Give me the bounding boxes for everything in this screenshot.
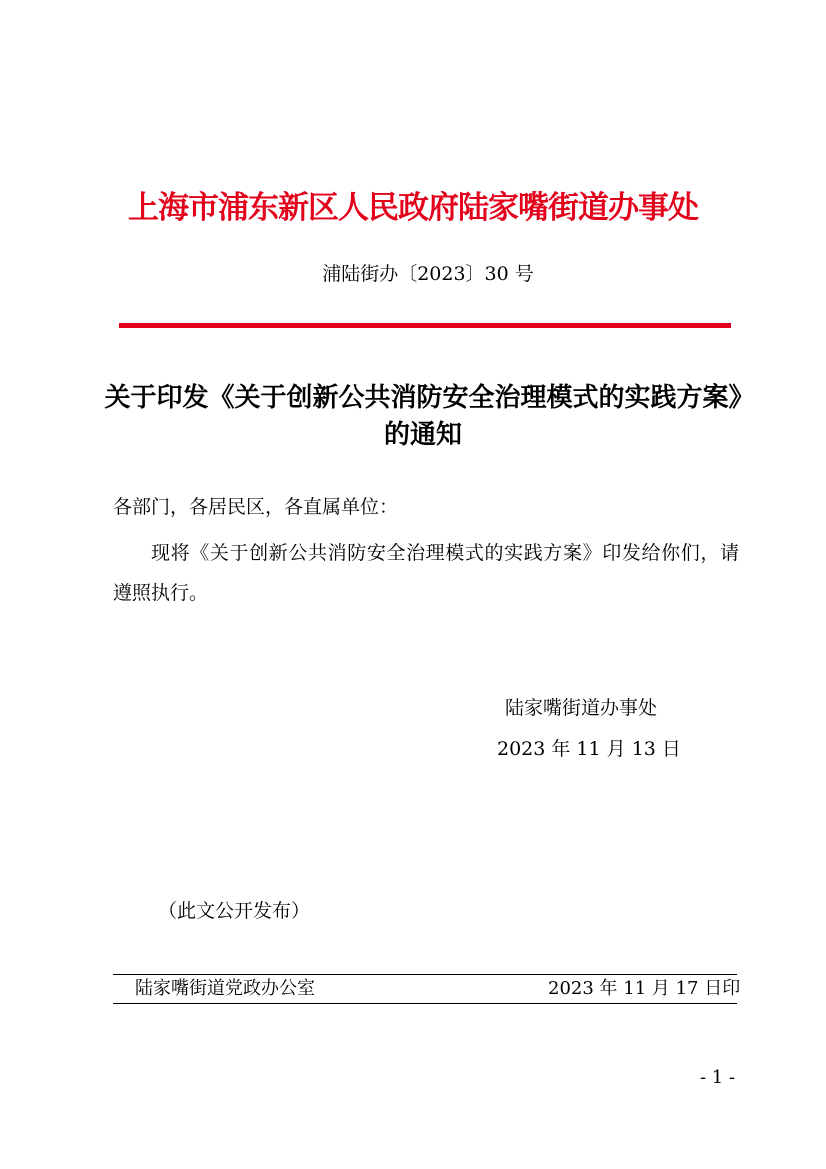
document-number: 浦陆街办〔2023〕30 号 (322, 263, 534, 285)
signature-date: 2023 年 11 月 13 日 (497, 738, 681, 760)
signer: 陆家嘴街道办事处 (505, 697, 658, 719)
footer-print-date: 2023 年 11 月 17 日印 (548, 978, 741, 999)
recipients: 各部门，各居民区，各直属单位： (113, 496, 399, 518)
red-divider (119, 323, 731, 328)
footer-office: 陆家嘴街道党政办公室 (135, 978, 315, 999)
page-number: - 1 - (700, 1067, 736, 1088)
notice-body: 现将《关于创新公共消防安全治理模式的实践方案》印发给你们，请遵照执行。 (113, 542, 739, 604)
public-release-note: （此文公开发布） (158, 900, 311, 922)
notice-title: 关于印发《关于创新公共消防安全治理模式的实践方案》的通知 (104, 383, 742, 450)
issuer-title: 上海市浦东新区人民政府陆家嘴街道办事处 (128, 190, 698, 226)
footer-rule-bottom (113, 1003, 737, 1004)
